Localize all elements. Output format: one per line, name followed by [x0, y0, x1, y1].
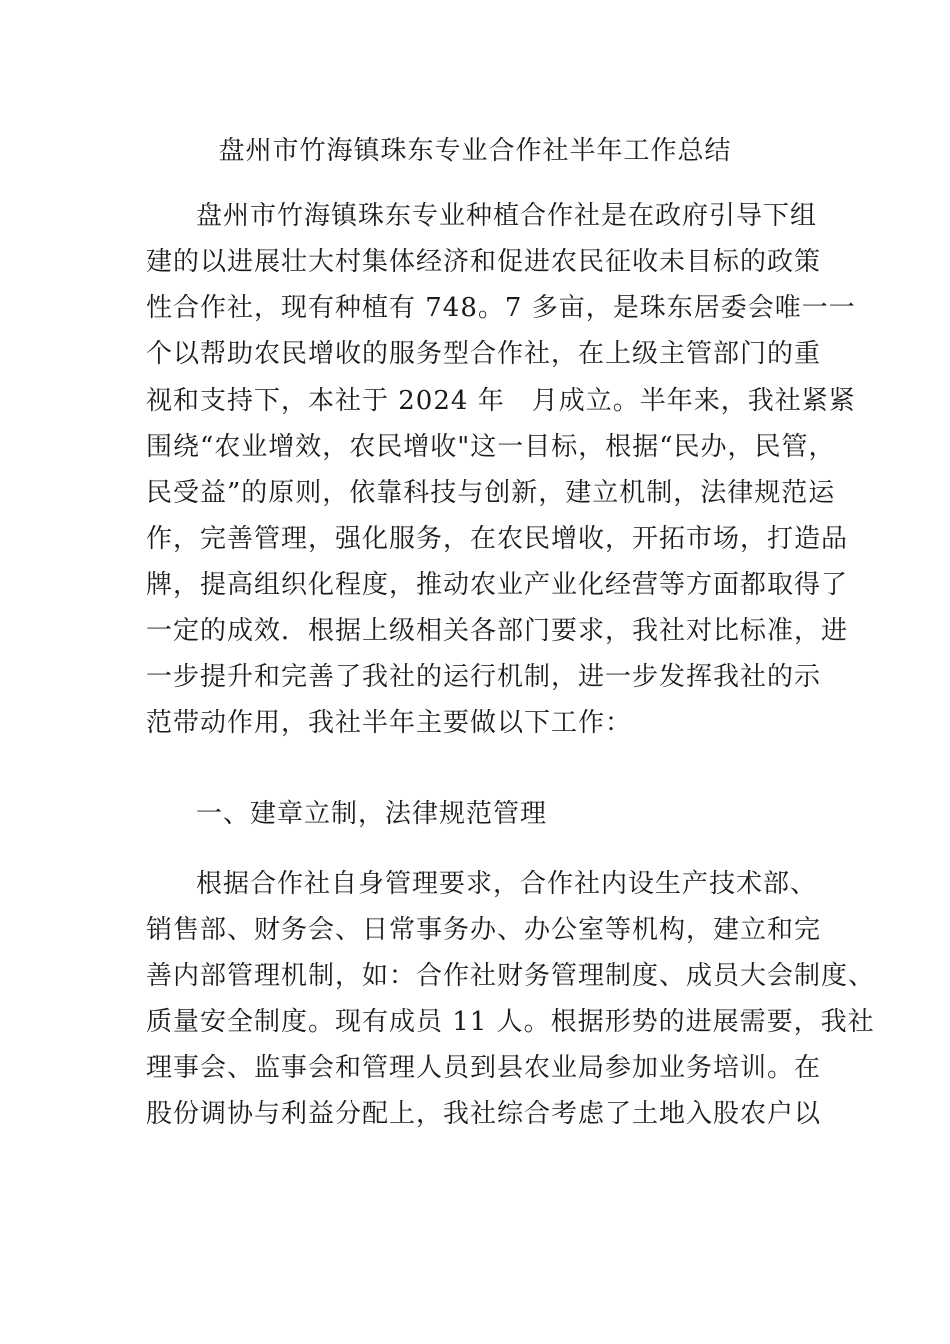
- body-line: 民受益”的原则，依靠科技与创新，建立机制，法律规范运: [146, 478, 836, 508]
- body-line: 销售部、财务会、日常事务办、办公室等机构，建立和完: [146, 915, 822, 945]
- body-line: 根据合作社自身管理要求，合作社内设生产技术部、: [196, 869, 818, 899]
- body-line: 作，完善管理，强化服务，在农民增收，开拓市场，打造品: [146, 524, 849, 554]
- body-line: 性合作社，现有种植有 748。7 多亩，是珠东居委会唯一一: [146, 293, 856, 323]
- body-line: 建的以进展壮大村集体经济和促进农民征收未目标的政策: [146, 247, 822, 277]
- document-title: 盘州市竹海镇珠东专业合作社半年工作总结: [218, 136, 732, 166]
- body-line: 股份调协与利益分配上，我社综合考虑了土地入股农户以: [146, 1099, 822, 1129]
- body-line: 个以帮助农民增收的服务型合作社，在上级主管部门的重: [146, 339, 822, 369]
- body-line: 视和支持下，本社于 2024 年 月成立。半年来，我社紧紧: [146, 386, 856, 416]
- section-heading: 一、建章立制，法律规范管理: [196, 799, 548, 829]
- body-line: 牌，提高组织化程度，推动农业产业化经营等方面都取得了: [146, 570, 849, 600]
- body-line: 一步提升和完善了我社的运行机制，进一步发挥我社的示: [146, 662, 822, 692]
- body-line: 围绕“农业增效，农民增收"这一目标，根据“民办，民管，: [146, 432, 836, 462]
- body-line: 理事会、监事会和管理人员到县农业局参加业务培训。在: [146, 1053, 822, 1083]
- body-line: 质量安全制度。现有成员 11 人。根据形势的进展需要，我社: [146, 1007, 875, 1037]
- body-line: 善内部管理机制，如：合作社财务管理制度、成员大会制度、: [146, 961, 876, 991]
- body-line: 一定的成效．根据上级相关各部门要求，我社对比标准，进: [146, 616, 849, 646]
- body-line: 盘州市竹海镇珠东专业种植合作社是在政府引导下组: [196, 201, 818, 231]
- body-line: 范带动作用，我社半年主要做以下工作：: [146, 708, 633, 738]
